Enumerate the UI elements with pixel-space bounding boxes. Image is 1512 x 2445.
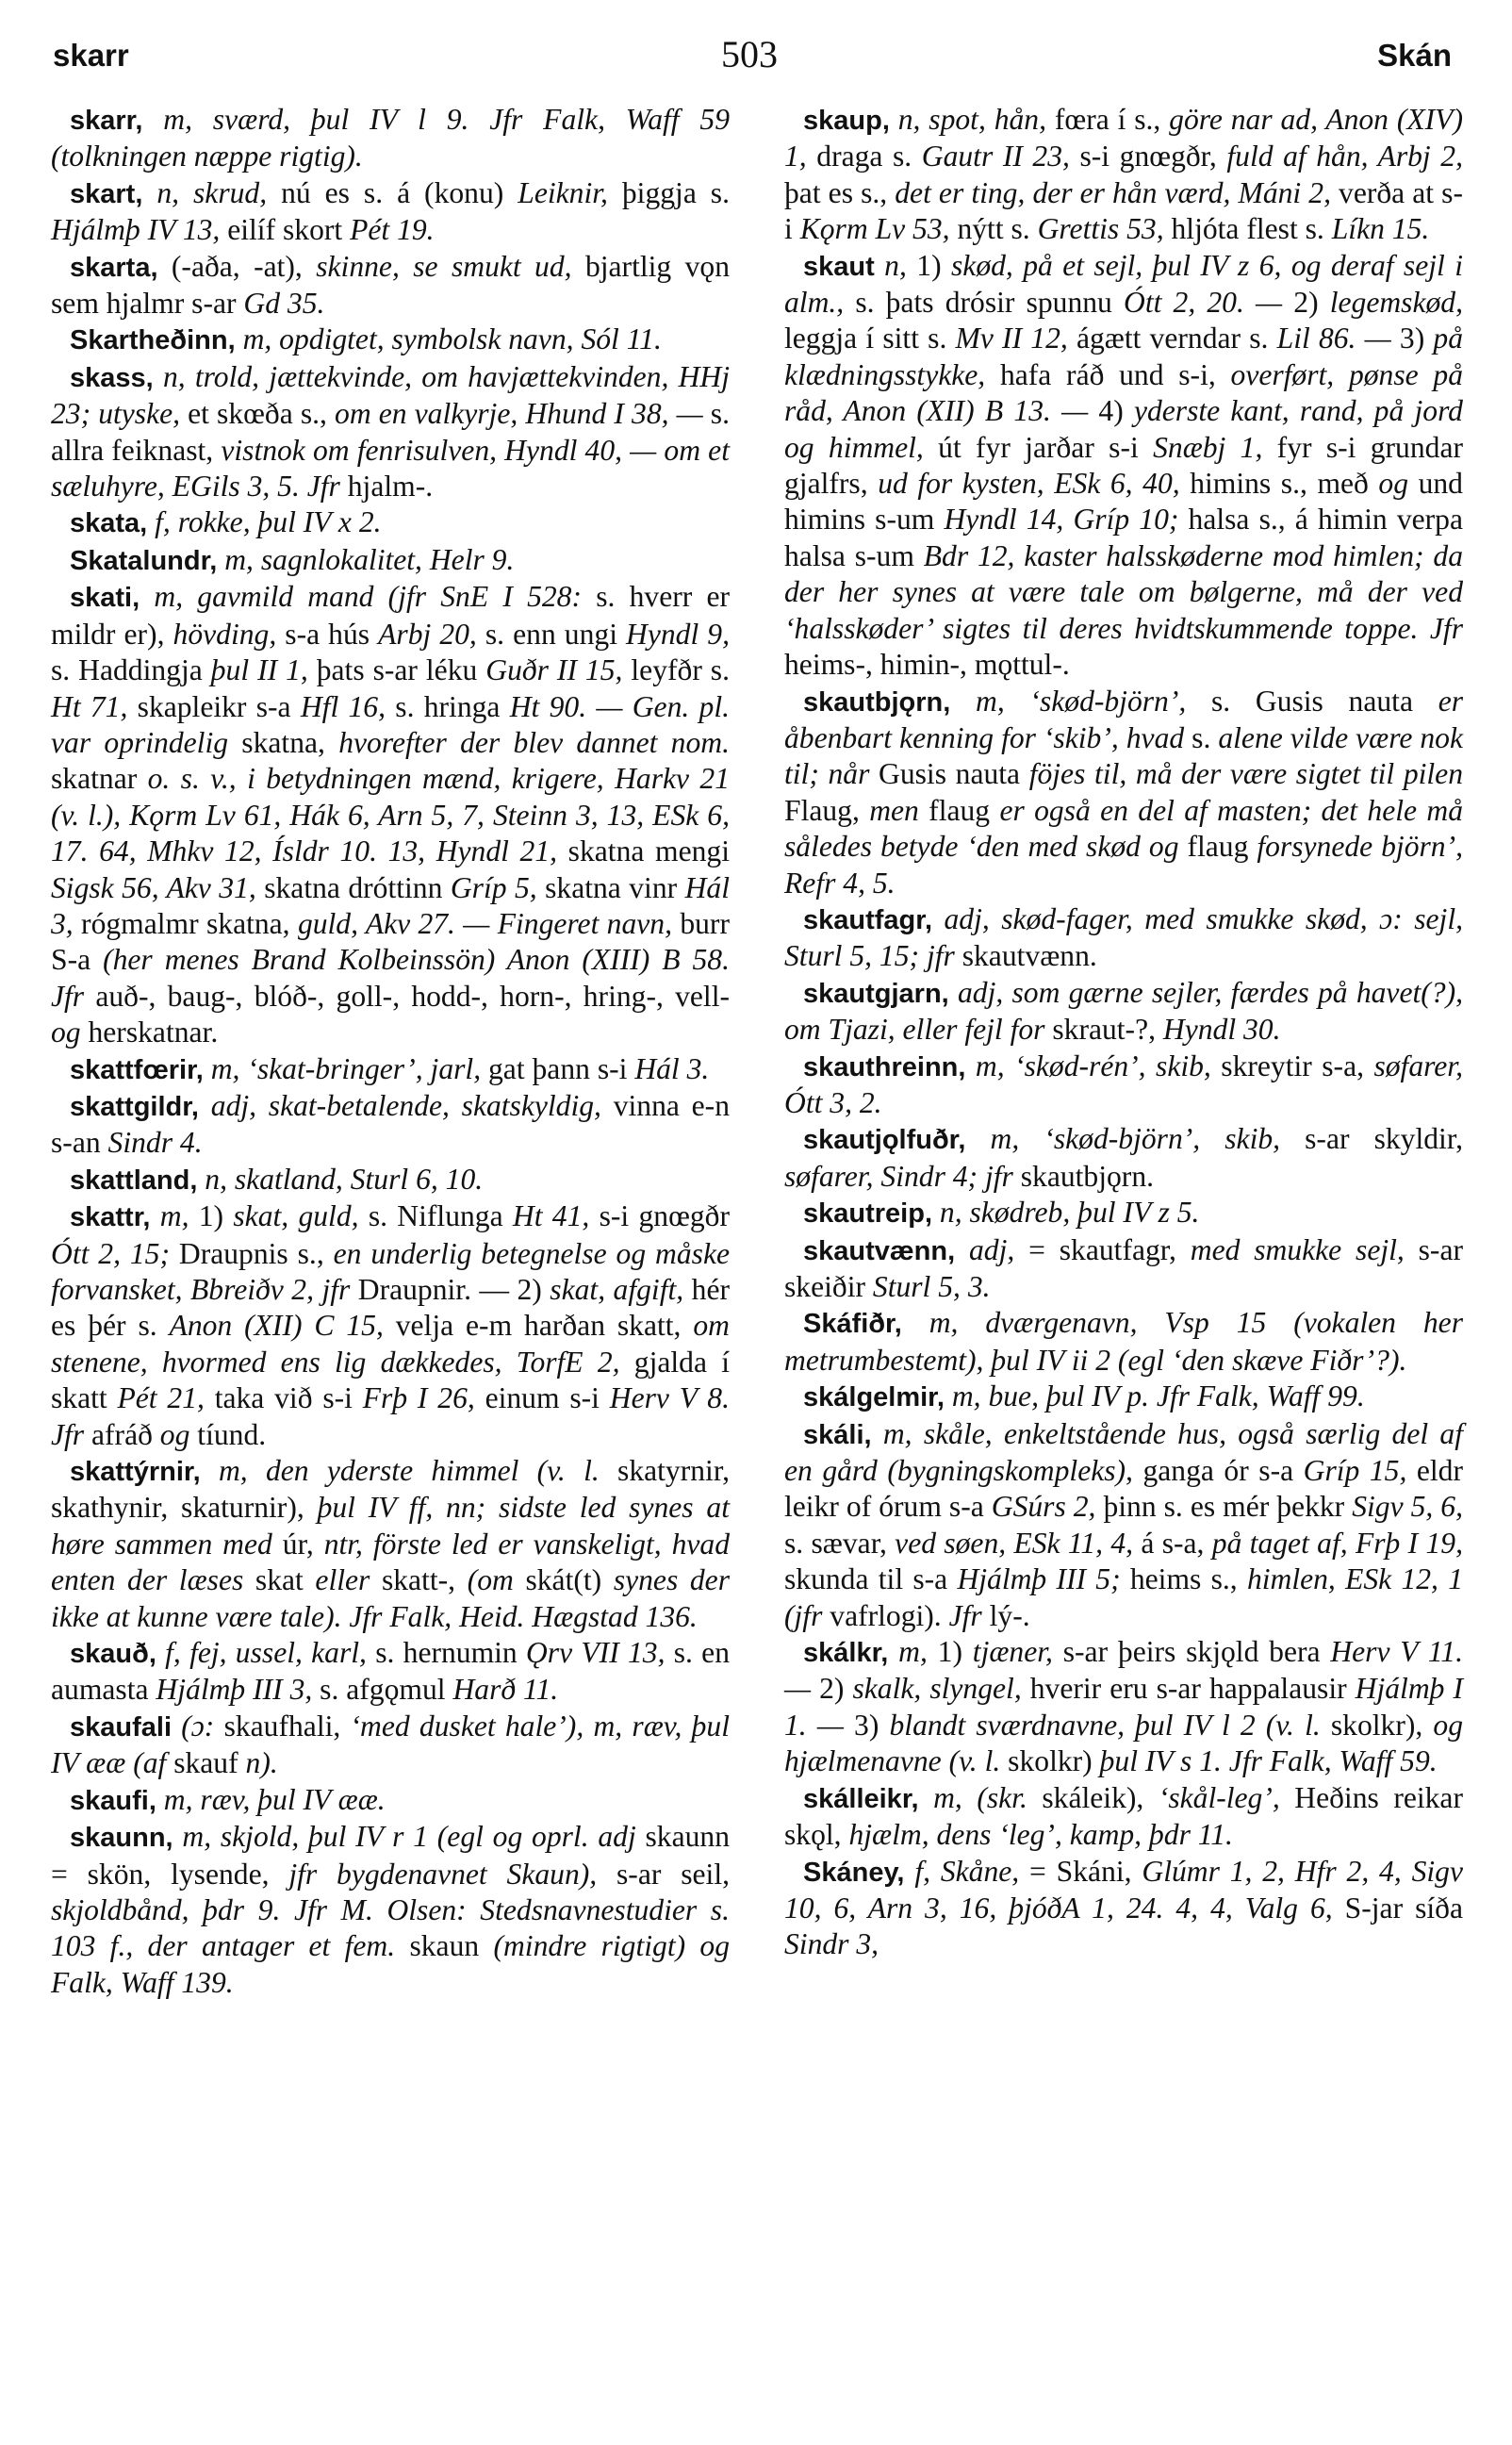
entry-definition: m, ‘skød-björn’, skib, s-ar skyldir, søfarer, Sindr 4; jfr skautbjǫrn. [784, 1122, 1463, 1193]
entry-definition: f, fej, ussel, karl, s. hernumin Ǫrv VII 13, s. en aumasta Hjálmþ III 3, s. afgǫmul Harð 11. [51, 1636, 730, 1707]
dictionary-entry [784, 1780, 1463, 1854]
entry-definition: m, gavmild mand (jfr SnE I 528: s. hverr er mildr er), hövding, s-a hús Arbj 20, s. enn ungi Hyndl 9, s. Haddingja þul II 1, þats s-ar léku Guðr II 15, leyfðr s. Ht 71, skapleikr s-a Hfl 16, s. hringa Ht 90. — Gen. pl. var oprindelig skatna, hvorefter der blev dannet nom. skatnar o. s. v., i betydningen mænd, krigere, Harkv 21 (v. l.), Kǫrm Lv 61, Hák 6, Arn 5, 7, Steinn 3, 13, ESk 6, 17. 64, Mhkv 12, Ísldr 10. 13, Hyndl 21, skatna mengi Sigsk 56, Akv 31, skatna dróttinn Gríp 5, skatna vinr Hál 3, rógmalmr skatna, guld, Akv 27. — Fingeret navn, burr S-a (her menes Brand Kolbeinssön) Anon (XIII) B 58. Jfr auð-, baug-, blóð-, goll-, hodd-, horn-, hring-, vell- og herskatnar. [51, 580, 731, 1049]
headword: skati, [70, 583, 140, 614]
entry-definition: (ɔ: skaufhali, ‘med dusket hale’), m, ræv, þul IV ææ (af skauf n). [51, 1709, 730, 1780]
headword: skautfagr, [803, 904, 932, 935]
headword: skattýrnir, [70, 1457, 201, 1488]
headword: skautbjǫrn, [803, 686, 951, 718]
entry-definition: m, opdigtet, symbolsk navn, Sól 11. [242, 322, 662, 356]
dictionary-entry [784, 1634, 1463, 1780]
dictionary-entry [51, 1709, 730, 1782]
entry-definition: m, ‘skød-rén’, skib, skreytir s-a, søfarer, Ótt 3, 2. [784, 1049, 1463, 1119]
dictionary-entry [51, 1453, 730, 1635]
dictionary-entry [51, 504, 730, 541]
dictionary-entry [784, 1416, 1463, 1634]
dictionary-entry [51, 542, 730, 579]
header-right-guideword: Skán [1377, 38, 1452, 73]
dictionary-entry [51, 1051, 730, 1088]
entry-definition: n, skrud, nú es s. á (konu) Leiknir, þiggja s. Hjálmþ IV 13, eilíf skort Pét 19. [51, 175, 731, 247]
entry-definition: adj, = skautfagr, med smukke sejl, s-ar skeiðir Sturl 5, 3. [784, 1232, 1463, 1303]
dictionary-entry [51, 1162, 730, 1198]
dictionary-entry [51, 579, 730, 1050]
entry-definition: adj, skød-fager, med smukke skød, ɔ: sejl, Sturl 5, 15; jfr skautvænn. [784, 901, 1463, 973]
page-number: 503 [721, 33, 778, 75]
entry-definition: m, sværd, þul IV l 9. Jfr Falk, Waff 59 (tolkningen næppe rigtig). [51, 103, 731, 173]
headword: skart, [70, 178, 143, 209]
headword: skauthreinn, [803, 1051, 966, 1082]
entry-definition: m, dværgenavn, Vsp 15 (vokalen her metrumbestemt), þul IV ii 2 (egl ‘den skæve Fiðr’?). [784, 1306, 1463, 1377]
headword: skautvænn, [803, 1235, 956, 1266]
dictionary-entry [784, 1049, 1463, 1122]
headword: skáli, [803, 1419, 872, 1450]
entry-definition: m, skjold, þul IV r 1 (egl og oprl. adj skaunn = skön, lysende, jfr bygdenavnet Skaun), s-ar seil, skjoldbånd, þdr 9. Jfr M. Olsen: Stedsnavnestudier s. 103 f., der antager et fem. skaun (mindre rigtigt) og Falk, Waff 139. [51, 1820, 731, 1999]
dictionary-entry [51, 1782, 730, 1819]
entry-definition: m, ‘skat-bringer’, jarl, gat þann s-i Hál 3. [210, 1051, 710, 1085]
dictionary-entry [51, 175, 730, 249]
entry-definition: adj, skat-betalende, skatskyldig, vinna e-n s-an Sindr 4. [51, 1088, 730, 1160]
entry-definition: n, skatland, Sturl 6, 10. [205, 1162, 484, 1196]
headword: skálleikr, [803, 1783, 919, 1814]
headword: skass, [70, 362, 154, 393]
dictionary-entry [784, 248, 1463, 684]
dictionary-entry [51, 1088, 730, 1162]
headword: skaunn, [70, 1823, 173, 1854]
headword: skattland, [70, 1165, 198, 1196]
headword: skarr, [70, 106, 143, 136]
headword: skattr, [70, 1202, 151, 1233]
left-column [51, 102, 730, 2001]
headword: skautreip, [803, 1198, 932, 1230]
headword: Skáfiðr, [803, 1309, 902, 1340]
dictionary-entry [51, 1635, 730, 1709]
entry-definition: m, sagnlokalitet, Helr 9. [224, 542, 515, 576]
entry-definition: m, den yderste himmel (v. l. skatyrnir, skathynir, skaturnir), þul IV ff, nn; sidste led synes at høre sammen med úr, ntr, förste led er vanskeligt, hvad enten der læses skat eller skatt-, (om skát(t) synes der ikke at kunne være tale). Jfr Falk, Heid. Hægstad 136. [51, 1454, 730, 1633]
headword: skata, [70, 508, 148, 539]
dictionary-entry [51, 359, 730, 505]
dictionary-entry [784, 1121, 1463, 1195]
right-column [784, 102, 1463, 1963]
headword: skaufali [70, 1711, 172, 1743]
entry-definition: f, rokke, þul IV x 2. [155, 505, 382, 539]
headword: skaut [803, 251, 875, 282]
headword: skauð, [70, 1639, 156, 1670]
dictionary-entry [784, 1195, 1463, 1231]
headword: skaup, [803, 106, 890, 136]
entry-definition: m, ‘skød-björn’, s. Gusis nauta er åbenbart kenning for ‘skib’, hvad s. alene vilde være nok til; når Gusis nauta föjes til, må der være sigtet til pilen Flaug, men flaug er også en del af masten; det hele må således betyde ‘den med skød og flaug forsynede björn’, Refr 4, 5. [784, 684, 1464, 900]
entry-definition: f, Skåne, = Skáni, Glúmr 1, 2, Hfr 2, 4, Sigv 10, 6, Arn 3, 16, þjóðA 1, 24. 4, 4, Valg 6, S-jar síða Sindr 3, [784, 1854, 1464, 1961]
entry-definition: m, ræv, þul IV ææ. [163, 1782, 386, 1816]
headword: skaufi, [70, 1785, 156, 1816]
header-left-guideword: skarr [53, 38, 129, 73]
dictionary-entry [784, 1232, 1463, 1306]
headword: Skatalundr, [70, 545, 218, 576]
entry-definition: (-aða, -at), skinne, se smukt ud, bjartlig vǫn sem hjalmr s-ar Gd 35. [51, 249, 730, 321]
entry-definition: adj, som gærne sejler, færdes på havet(?), om Tjazi, eller fejl for skraut-?, Hyndl 30. [784, 975, 1463, 1047]
dictionary-entry [784, 684, 1463, 901]
headword: skálgelmir, [803, 1382, 945, 1413]
entry-definition: n, skødreb, þul IV z 5. [939, 1196, 1200, 1230]
entry-definition: n, trold, jættekvinde, om havjættekvinden, HHj 23; utyske, et skœða s., om en valkyrje, Hhund I 38, — s. allra feiknast, vistnok om fenrisulven, Hyndl 40, — om et sæluhyre, EGils 3, 5. Jfr hjalm-. [51, 359, 730, 504]
dictionary-entry [784, 1854, 1463, 1963]
dictionary-entry [784, 1379, 1463, 1415]
entry-definition: m, skåle, enkeltstående hus, også særlig del af en gård (bygningskompleks), ganga ór s-a Gríp 15, eldr leikr of órum s-a GSúrs 2, þinn s. es mér þekkr Sigv 5, 6, s. sævar, ved søen, ESk 11, 4, á s-a, på taget af, Frþ I 19, skunda til s-a Hjálmþ III 5; heims s., himlen, ESk 12, 1 (jfr vafrlogi). Jfr lý-. [784, 1416, 1463, 1632]
headword: skattfœrir, [70, 1054, 204, 1085]
dictionary-entry [51, 249, 730, 322]
entry-definition: m, bue, þul IV p. Jfr Falk, Waff 99. [951, 1379, 1365, 1413]
dictionary-entry [51, 1198, 730, 1453]
dictionary-entry [784, 1305, 1463, 1379]
entry-definition: n, 1) skød, på et sejl, þul IV z 6, og deraf sejl i alm., s. þats drósir spunnu Ótt 2, 20. — 2) legemskød, leggja í sitt s. Mv II 12, ágætt verndar s. Lil 86. — 3) på klædningsstykke, hafa ráð und s-i, overført, pønse på råd, Anon (XII) B 13. — 4) yderste kant, rand, på jord og himmel, út fyr jarðar s-i Snæbj 1, fyr s-i grundar gjalfrs, ud for kysten, ESk 6, 40, himins s., með og und himins s-um Hyndl 14, Gríp 10; halsa s., á himin verpa halsa s-um Bdr 12, kaster halsskøderne mod himlen; da der her synes at være tale om bølgerne, må der ved ‘halsskøder’ sigtes til deres hvidtskummende toppe. Jfr heims-, himin-, mǫttul-. [784, 248, 1463, 682]
dictionary-entry [784, 102, 1463, 248]
dictionary-entry [51, 322, 730, 358]
headword: skálkr, [803, 1638, 889, 1669]
dictionary-entry [51, 1819, 730, 2001]
entry-definition: m, 1) skat, guld, s. Niflunga Ht 41, s-i gnœgðr Ótt 2, 15; Draupnis s., en underlig betegnelse og måske forvansket, Bbreiðv 2, jfr Draupnir. — 2) skat, afgift, hér es þér s. Anon (XII) C 15, velja e-m harðan skatt, om stenene, hvormed ens lig dækkedes, TorfE 2, gjalda í skatt Pét 21, taka við s-i Frþ I 26, einum s-i Herv V 8. Jfr afráð og tíund. [51, 1199, 730, 1451]
headword: Skartheðinn, [70, 325, 236, 356]
dictionary-entry [51, 102, 730, 175]
dictionary-entry [784, 901, 1463, 975]
entry-definition: m, 1) tjæner, s-ar þeirs skjǫld bera Herv V 11. — 2) skalk, slyngel, hverir eru s-ar happalausir Hjálmþ I 1. — 3) blandt sværdnavne, þul IV l 2 (v. l. skolkr), og hjælmenavne (v. l. skolkr) þul IV s 1. Jfr Falk, Waff 59. [784, 1635, 1464, 1778]
dictionary-entry [784, 975, 1463, 1049]
headword: skautgjarn, [803, 978, 949, 1009]
entry-definition: m, (skr. skáleik), ‘skål-leg’, Heðins reikar skǫl, hjælm, dens ‘leg’, kamp, þdr 11. [784, 1780, 1463, 1852]
page-header [47, 28, 1452, 85]
headword: skattgildr, [70, 1091, 199, 1122]
headword: Skáney, [803, 1857, 905, 1888]
headword: skautjǫlfuðr, [803, 1125, 966, 1156]
entry-definition: n, spot, hån, fœra í s., göre nar ad, Anon (XIV) 1, draga s. Gautr II 23, s-i gnœgðr, fuld af hån, Arbj 2, þat es s., det er ting, der er hån værd, Máni 2, verða at s-i Kǫrm Lv 53, nýtt s. Grettis 53, hljóta flest s. Líkn 15. [784, 103, 1463, 246]
headword: skarta, [70, 252, 158, 283]
